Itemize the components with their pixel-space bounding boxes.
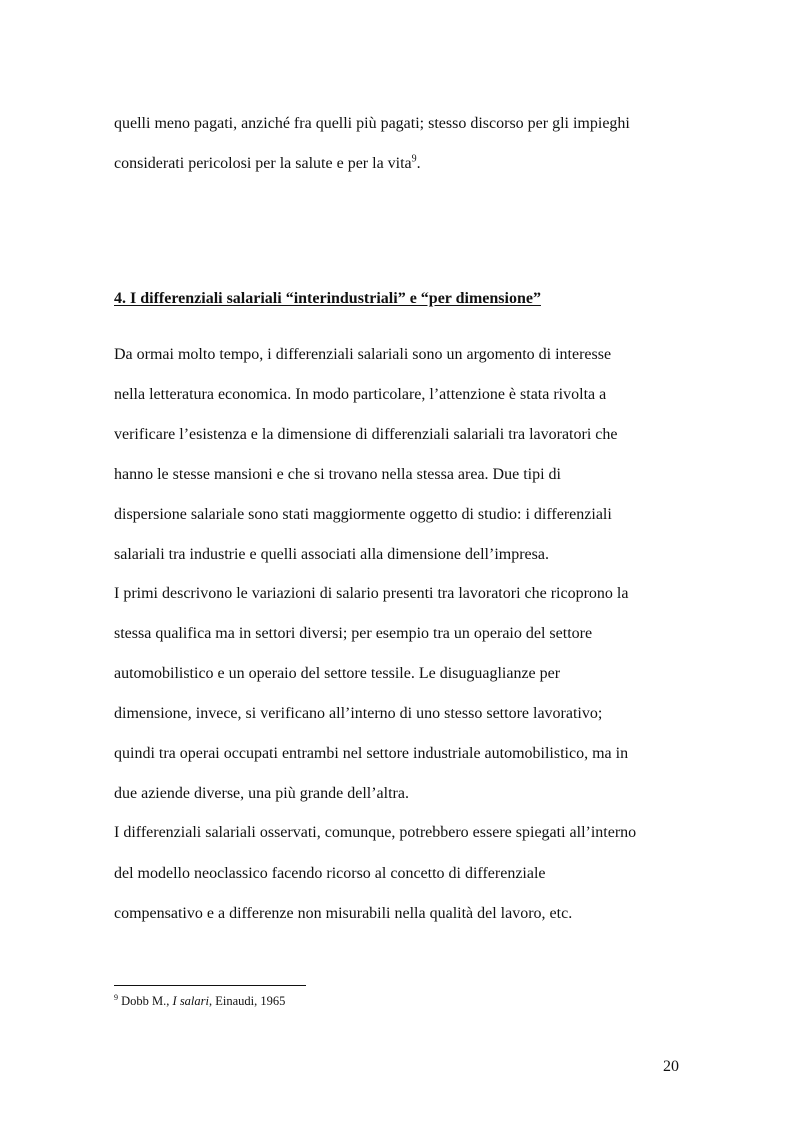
body-line: I primi descrivono le variazioni di salario presenti tra lavoratori che ricoprono la (114, 585, 629, 602)
body-line: dimensione, invece, si verificano all’interno di uno stesso settore lavorativo; (114, 705, 603, 722)
section-heading: 4. I differenziali salariali “interindustriali” e “per dimensione” (114, 290, 541, 307)
footnote-number: 9 (114, 992, 118, 1002)
page-number: 20 (663, 1058, 679, 1075)
intro-line-1: quelli meno pagati, anziché fra quelli più pagati; stesso discorso per gli impieghi (114, 115, 630, 132)
body-line: quindi tra operai occupati entrambi nel settore industriale automobilistico, ma in (114, 745, 629, 762)
body-line: compensativo e a differenze non misurabili nella qualità del lavoro, etc. (114, 905, 573, 922)
body-line: stessa qualifica ma in settori diversi; per esempio tra un operaio del settore (114, 625, 593, 642)
body-line: hanno le stesse mansioni e che si trovano nella stessa area. Due tipi di (114, 466, 561, 483)
body-line: dispersione salariale sono stati maggiormente oggetto di studio: i differenziali (114, 506, 612, 523)
footnote-divider (114, 985, 306, 986)
intro-line-2: considerati pericolosi per la salute e per la vita$^9$. (114, 153, 421, 172)
footnote-ref[interactable]: 9 (411, 153, 417, 165)
footnote-title: I salari (172, 994, 209, 1008)
body-line: automobilistico e un operaio del settore tessile. Le disuguaglianze per (114, 665, 561, 682)
body-line: del modello neoclassico facendo ricorso al concetto di differenziale (114, 865, 546, 882)
body-line: Da ormai molto tempo, i differenziali salariali sono un argomento di interesse (114, 346, 612, 363)
body-line: nella letteratura economica. In modo particolare, l’attenzione è stata rivolta a (114, 386, 607, 403)
body-line: salariali tra industrie e quelli associati alla dimensione dell’impresa. (114, 546, 549, 563)
body-line: due aziende diverse, una più grande dell’altra. (114, 785, 409, 802)
body-line: verificare l’esistenza e la dimensione di differenziali salariali tra lavoratori che (114, 426, 618, 443)
body-line: I differenziali salariali osservati, comunque, potrebbero essere spiegati all’interno (114, 824, 637, 841)
footnote: $^9$ Dobb M., I salari, Einaudi, 1965 (114, 992, 286, 1008)
